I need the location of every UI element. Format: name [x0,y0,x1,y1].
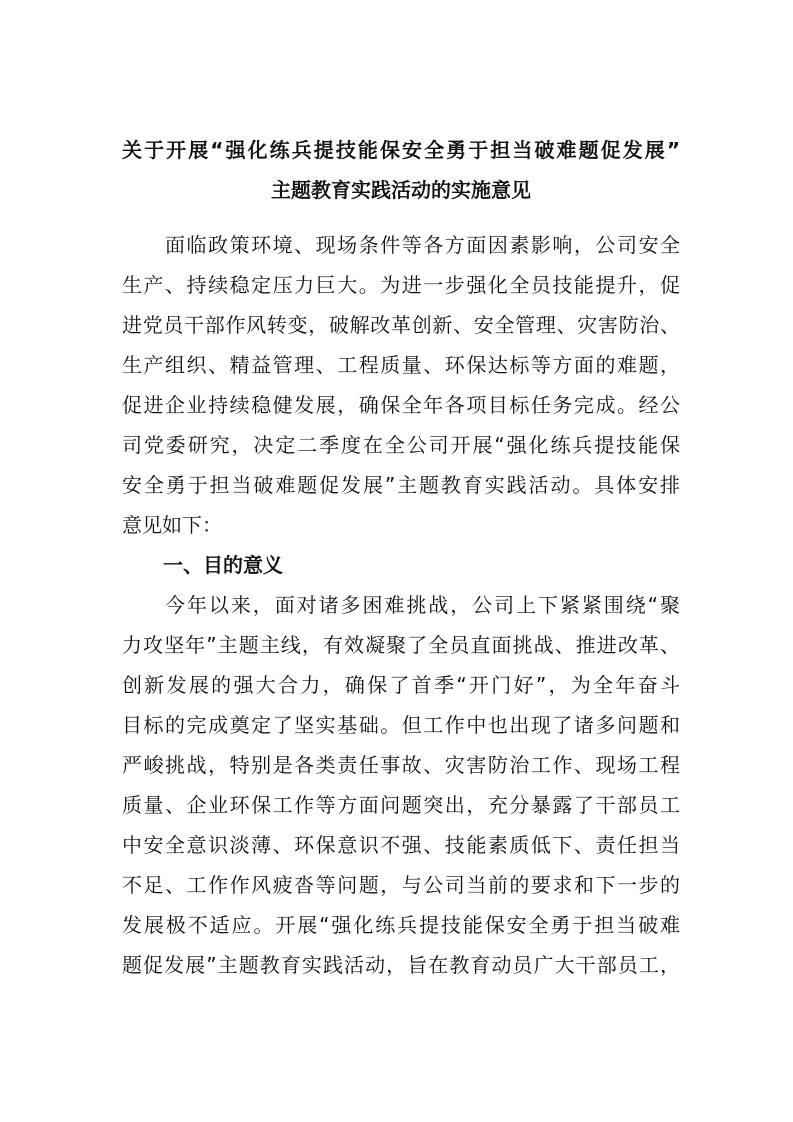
section-line: 质量、企业环保工作等方面问题突出，充分暴露了干部员工 [122,793,680,817]
intro-line: 生产组织、精益管理、工程质量、环保达标等方面的难题， [122,353,680,377]
intro-line: 面临政策环境、现场条件等各方面因素影响，公司安全 [165,233,680,257]
intro-line: 生产、持续稳定压力巨大。为进一步强化全员技能提升，促 [122,273,680,297]
section-line: 力攻坚年”主题主线，有效凝聚了全员直面挑战、推进改革、 [122,633,680,657]
intro-line: 司党委研究，决定二季度在全公司开展“强化练兵提技能保 [122,433,680,457]
intro-line: 促进企业持续稳健发展，确保全年各项目标任务完成。经公 [122,393,680,417]
document-title-line-2: 主题教育实践活动的实施意见 [271,178,531,202]
intro-line: 意见如下： [122,513,222,537]
document-title-line-1: 关于开展“强化练兵提技能保安全勇于担当破难题促发展” [122,138,680,162]
section-line: 今年以来，面对诸多困难挑战，公司上下紧紧围绕“聚 [165,593,680,617]
intro-line: 进党员干部作风转变，破解改革创新、安全管理、灾害防治、 [122,313,680,337]
section-line: 目标的完成奠定了坚实基础。但工作中也出现了诸多问题和 [122,713,680,737]
section-line: 严峻挑战，特别是各类责任事故、灾害防治工作、现场工程 [122,753,680,777]
section-heading: 一、目的意义 [163,553,283,577]
section-line: 题促发展”主题教育实践活动，旨在教育动员广大干部员工， [122,953,680,977]
section-line: 不足、工作作风疲沓等问题，与公司当前的要求和下一步的 [122,873,680,897]
intro-line: 安全勇于担当破难题促发展”主题教育实践活动。具体安排 [122,473,680,497]
section-line: 发展极不适应。开展“强化练兵提技能保安全勇于担当破难 [122,913,680,937]
section-line: 中安全意识淡薄、环保意识不强、技能素质低下、责任担当 [122,833,680,857]
section-line: 创新发展的强大合力，确保了首季“开门好”，为全年奋斗 [122,673,680,697]
